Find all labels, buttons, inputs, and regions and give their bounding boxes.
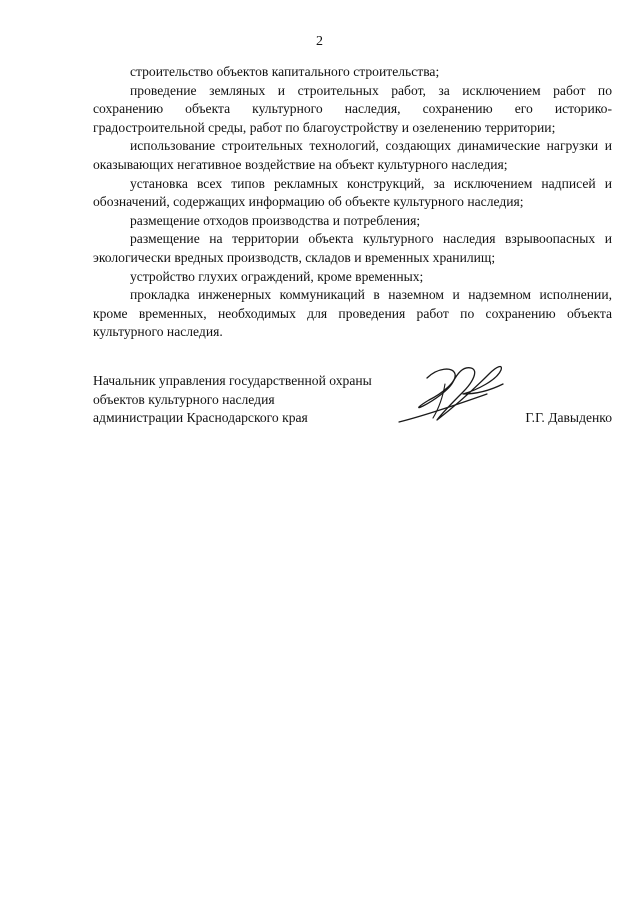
- list-paragraph: строительство объектов капитального строительства;: [130, 64, 440, 79]
- signer-position-line: Начальник управления государственной охраны: [93, 373, 372, 388]
- list-paragraph: проведение земляных и строительных работ, за исключением работ по сохранению объекта культурного наследия, сохранению его историко-градостроительной среды, работ по благоустройству и озеленению территории;: [93, 82, 612, 135]
- list-paragraph: размещение отходов производства и потребления;: [130, 212, 421, 228]
- list-paragraph: установка всех типов рекламных конструкций, за исключением надписей и обозначений, содержащих информацию об объекте культурного наследия;: [93, 175, 612, 210]
- list-paragraph: размещение на территории объекта культурного наследия взрывоопасных и экологически вредных производств, складов и временных хранилищ;: [93, 231, 612, 265]
- document-body: [93, 63, 612, 342]
- list-paragraph: прокладка инженерных коммуникаций в наземном и надземном исполнении, кроме временных, необходимых для проведения работ по сохранению объекта культурного наследия.: [93, 287, 612, 340]
- signer-name: Г.Г. Давыденко: [525, 410, 612, 426]
- signature-block: [93, 372, 612, 432]
- signer-position-line: администрации Краснодарского края: [93, 410, 308, 426]
- list-paragraph: использование строительных технологий, создающих динамические нагрузки и оказывающих негативное воздействие на объект культурного наследия;: [93, 138, 612, 172]
- signer-position-line: объектов культурного наследия: [93, 391, 275, 407]
- page-number: 2: [316, 34, 323, 49]
- list-paragraph: устройство глухих ограждений, кроме временных;: [130, 268, 424, 284]
- handwritten-signature: [393, 360, 505, 428]
